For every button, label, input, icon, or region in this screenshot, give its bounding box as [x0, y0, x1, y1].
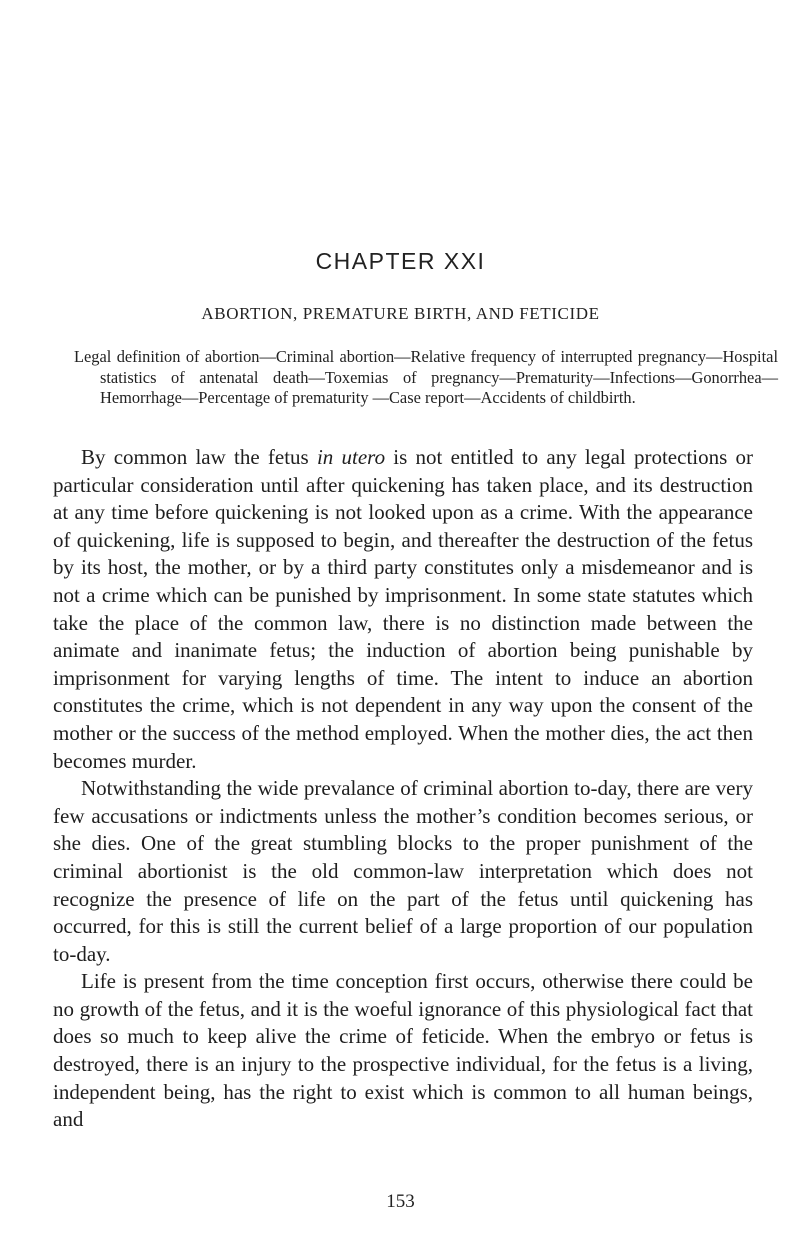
chapter-synopsis: Legal definition of abortion—Criminal abortion—Relative frequency of interrupted pregnancy—Hospital statistics of antenatal death—Toxemias of pregnancy—Prematurity—Infections—Gonorrhea—Hemorrhage—Percentage of prematurity —Case report—Accidents of childbirth. [74, 347, 778, 407]
paragraph-1-rest: is not entitled to any legal protections or particular consideration until after quickening has taken place, and its destruction at any time before quickening is not looked upon as a crime. With the appearance of quickening, life is supposed to begin, and thereafter the destruction of the fetus by its host, the mother, or by a third party constitutes only a misdemeanor and is not a crime which can be punished by imprisonment. In some state statutes which take the place of the common law, there is no distinction made between the animate and inanimate fetus; the induction of abortion being punishable by imprisonment for varying lengths of time. The intent to induce an abortion constitutes the crime, which is not dependent in any way upon the consent of the mother or the success of the method employed. When the mother dies, the act then becomes murder. [53, 445, 754, 773]
page-number: 153 [386, 1191, 415, 1212]
paragraph-1-start: By common law the fetus [81, 445, 317, 469]
paragraph-1 [53, 444, 753, 775]
body-text [53, 444, 753, 1134]
chapter-heading: CHAPTER XXI [315, 248, 486, 274]
paragraph-2: Notwithstanding the wide prevalance of criminal abortion to-day, there are very few accusations or indictments unless the mother’s condition becomes serious, or she dies. One of the great stumbling blocks to the proper punishment of the criminal abortionist is the old common-law interpretation which does not recognize the presence of life on the part of the fetus until quickening has occurred, for this is still the current belief of a large proportion of our population to-day. [53, 776, 753, 966]
chapter-title: ABORTION, PREMATURE BIRTH, AND FETICIDE [201, 304, 600, 323]
italic-phrase: in utero [316, 445, 386, 469]
paragraph-3: Life is present from the time conception first occurs, otherwise there could be no growth of the fetus, and it is the woeful ignorance of this physiological fact that does so much to keep alive the crime of feticide. When the embryo or fetus is destroyed, there is an injury to the prospective individual, for the fetus is a living, independent being, has the right to exist which is common to all human beings, and [53, 969, 753, 1132]
